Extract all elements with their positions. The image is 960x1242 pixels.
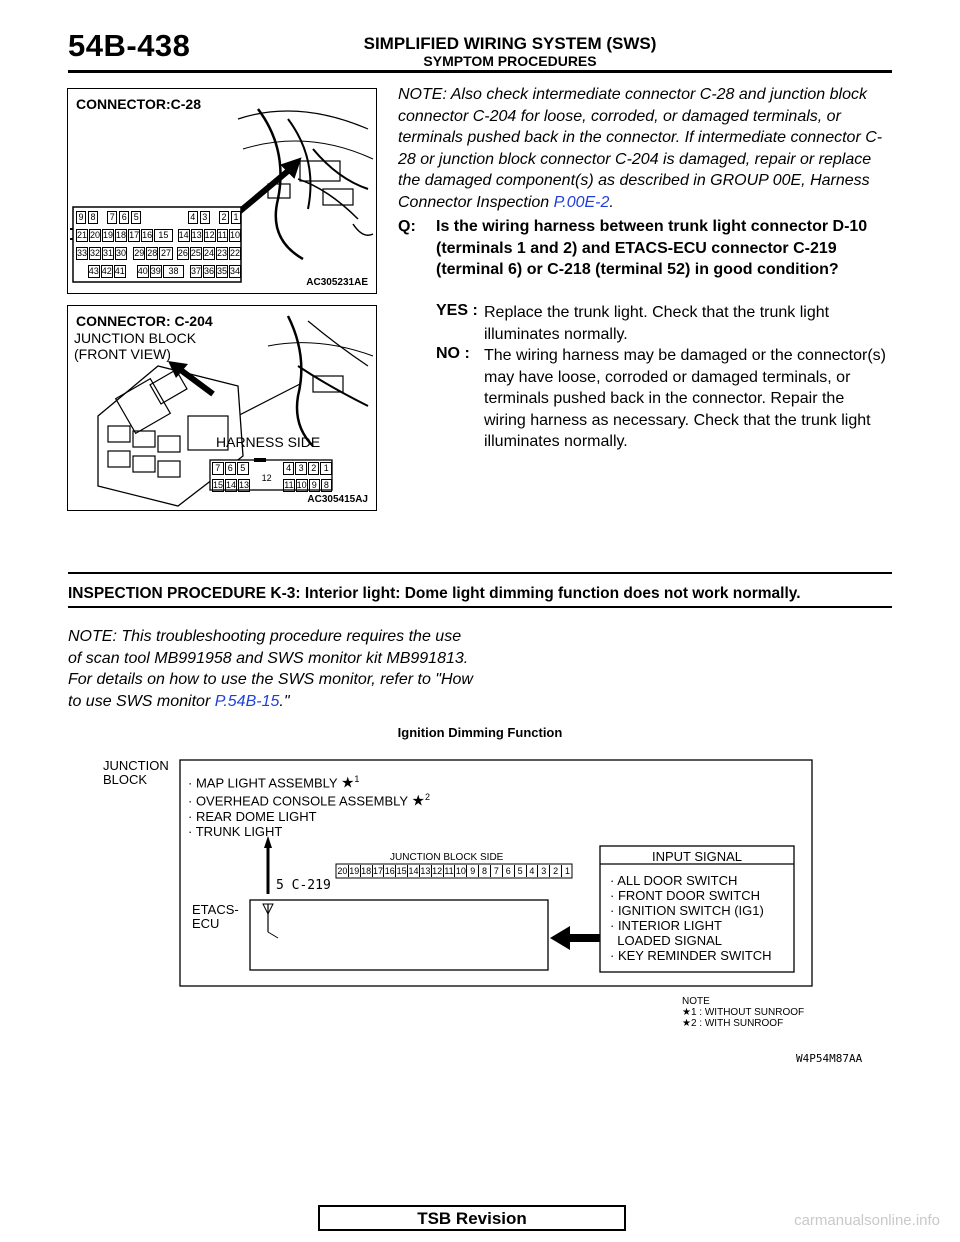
pin-row-bottom [212,473,332,492]
load-list [188,772,430,839]
input-item: · KEY REMINDER SWITCH [610,948,772,963]
pin: 3 [295,462,307,475]
pin: 15 [154,229,173,242]
link-p54b-15[interactable]: P.54B-15 [214,692,280,710]
pin: 36 [203,266,214,276]
harness-side-label: HARNESS SIDE [216,434,321,450]
load-item: · OVERHEAD CONSOLE ASSEMBLY ★$^2$ [188,792,430,810]
etacs-ecu-label: ETACS- [192,902,239,917]
pin: 38 [163,265,185,278]
note-line: ★1 : WITHOUT SUNROOF [682,1007,805,1018]
pin: 35 [216,266,227,276]
pin: 14 [178,230,189,240]
section-title: INSPECTION PROCEDURE K-3: Interior light: Dome light dimming function does not work normally. [68,585,801,602]
note-end: ." [279,692,290,710]
pin: 9 [309,479,320,492]
pin: 34 [229,266,240,276]
pin: 39 [150,266,161,276]
pin: 5 [131,211,141,224]
input-item: · ALL DOOR SWITCH [610,873,738,888]
watermark: carmanualsonline.info [794,1212,940,1229]
pin: 43 [88,266,99,276]
input-item: LOADED SIGNAL [610,933,722,948]
pin: 2 [219,211,229,224]
pin: 22 [229,248,240,258]
pin: 16 [142,230,153,240]
note-text: NOTE: This troubleshooting procedure requires the use of scan tool MB991958 and SWS monitor kit MB991813. For details on how to use the SWS monitor, refer to "How to use SWS monitor [68,628,473,710]
junction-block-side-label: JUNCTION BLOCK SIDE [390,852,504,863]
pin: 29 [134,248,145,258]
pin: 28 [147,248,158,258]
pin: 8 [88,211,98,224]
junction-block-label: JUNCTION BLOCK [74,330,197,346]
connector-c204-pinout [212,462,332,492]
pin: 21 [77,230,88,240]
input-item: · FRONT DOOR SWITCH [610,888,760,903]
pin: 11 [284,480,294,490]
no-text: The wiring harness may be damaged or the connector(s) may have loose, corroded or damaged terminals, or terminals pushed back in the connector. Repair the wiring harness as necessary. Check that the trunk light illuminates normally. [484,347,886,450]
connector-c28-label: CONNECTOR:C-28 [76,96,201,112]
pin: 37 [190,266,201,276]
pin: 33 [77,248,88,258]
junction-block-label: BLOCK [103,772,148,787]
pin: 10 [296,480,307,490]
pin: 4 [283,462,295,475]
pin: 3 [200,211,210,224]
load-item: · MAP LIGHT ASSEMBLY ★$^1$ [188,774,360,792]
pin: 27 [161,248,172,258]
note-line: ★2 : WITH SUNROOF [682,1018,784,1029]
pin: 32 [90,248,101,258]
pin-row-2 [76,229,241,242]
no-label: NO : [436,345,470,362]
note-end: . [609,193,614,211]
junction-block-side-pins: 20 19 18 17 16 15 14 13 12 11 10 9 8 7 6 5 4 3 2 1 [337,866,570,876]
diagram-title: Ignition Dimming Function [397,725,563,740]
pin: 42 [101,266,112,276]
pin: 7 [107,211,117,224]
diagram-code: W4P54M87AA [796,1052,863,1065]
link-p00e-2[interactable]: P.00E-2 [553,193,610,211]
pin: 31 [103,248,114,258]
note-title: NOTE [682,996,710,1007]
question-text: Is the wiring harness between trunk light connector D-10 (terminals 1 and 2) and ETACS-ECU connector C-219 (terminal 6) or C-218 (terminal 52) in good condition? [436,218,868,278]
connector-c219-label: 5 C-219 [276,878,331,893]
pin: 2 [308,462,320,475]
pin: 17 [129,230,140,240]
tsb-revision-label: TSB Revision [417,1209,527,1228]
pin: 8 [321,479,332,492]
diagram-note [682,996,804,1029]
note-scan-tool [68,626,478,712]
pin: 5 [237,462,249,475]
pin: 19 [103,230,114,240]
front-view-label: (FRONT VIEW) [74,346,171,362]
input-item: · IGNITION SWITCH (IG1) [610,903,764,918]
question-mark: Q: [398,218,416,235]
pin: 26 [177,248,188,258]
connector-c28-pinout [76,211,241,278]
yes-label: YES : [436,302,478,319]
pin: 40 [137,266,148,276]
page-number: 54B-438 [68,28,191,63]
header-rule [68,70,892,73]
pin: 15 [213,480,224,490]
figure-code: AC305231AE [306,277,368,288]
load-item: · REAR DOME LIGHT [188,808,317,824]
etacs-ecu-label: ECU [192,916,220,931]
pin-row-1 [76,211,241,224]
connector-c204-label: CONNECTOR: C-204 [76,313,213,329]
pin: 41 [114,266,125,276]
pin: 24 [203,248,214,258]
pin: 7 [212,462,224,475]
pin: 1 [320,462,332,475]
pin: 12 [204,230,215,240]
page-subtitle: SYMPTOM PROCEDURES [423,53,597,69]
figure-code: AC305415AJ [307,494,368,505]
pin-center: 12 [261,473,272,483]
connector-c28-figure [67,88,377,294]
pin: 23 [216,248,227,258]
pin-row-3 [76,247,241,260]
note-text: NOTE: Also check intermediate connector C-28 and junction block connector C-204 for loose, corroded, or damaged terminals, or terminals pushed back in the connector. If intermediate connector C-28 or junction block connector C-204 is damaged, repair or replace the damaged component(s) as described in GROUP 00E, Harness Connector Inspection [398,86,883,211]
pin: 13 [191,230,202,240]
pin: 20 [90,230,101,240]
pin: 1 [231,211,241,224]
pin: 10 [229,230,240,240]
yes-text: Replace the trunk light. Check that the trunk light illuminates normally. [484,304,830,343]
pin: 4 [188,211,198,224]
junction-block-label: JUNCTION [103,758,169,773]
load-item: · TRUNK LIGHT [188,823,283,839]
pin: 6 [225,462,237,475]
input-item: · INTERIOR LIGHT [610,918,722,933]
pin-row-4 [76,265,241,278]
section-rule [68,572,892,574]
note-connector-check [398,84,894,213]
pin: 6 [119,211,129,224]
pin: 14 [226,480,237,490]
pin: 30 [116,248,127,258]
pin: 13 [239,480,250,490]
connector-c204-figure [67,305,377,511]
pin: 25 [190,248,201,258]
pin: 9 [76,211,86,224]
section-rule [68,606,892,608]
input-signal-title: INPUT SIGNAL [651,849,743,864]
pin: 18 [116,230,127,240]
page-title: SIMPLIFIED WIRING SYSTEM (SWS) [363,34,657,53]
pin: 11 [217,230,227,240]
ignition-dimming-diagram [100,752,820,1082]
input-signal-list [610,873,772,963]
